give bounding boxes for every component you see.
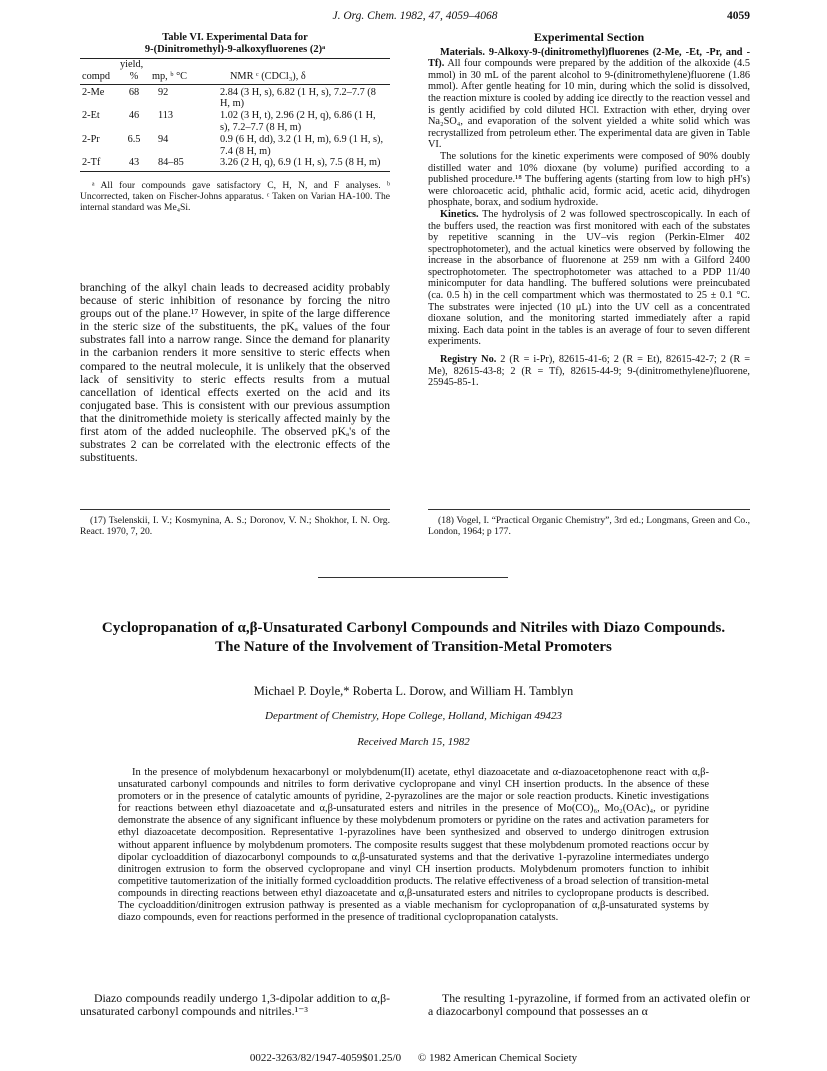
left-column-text: branching of the alkyl chain leads to decreased acidity probably because of steric inhibition of resonance by forcing the nitro groups out of the plane.¹⁷ However, in spite of the large difference in the steric size of the substituents, the pKₐ values of the four substrates fall into a narrow range. Since the demand for planarity in the carbanion renders it more sensitive to steric effects when compared to the neutral molecule, it is unlikely that the observed lack of sensitivity to steric effects results from a mutual cancellation of identical effects exerted on the acid and its conjugated base. This is consistent with our previous assumption that the dinitromethide moiety is sterically affected mainly by the first atom of the added nucleophile. The observed pKₐ's of the substrates 2 can be correlated with the electronic effects of the substituents. — [80, 281, 390, 465]
body-left-column: Diazo compounds readily undergo 1,3-dipolar addition to α,β-unsaturated carbonyl compounds and nitriles.¹⁻³ — [80, 991, 390, 1019]
article-code: 0022-3263/82/1947-4059$01.25/0 — [249, 1052, 402, 1064]
article-title: Cyclopropanation of α,β-Unsaturated Carbonyl Compounds and Nitriles with Diazo Compounds. The Nature of the Involvement of Transition-Metal Promoters — [101, 620, 726, 655]
registry-paragraph: Registry No. 2 (R = i-Pr), 82615-41-6; 2 (R = Et), 82615-42-7; 2 (R = Me), 82615-43-8; 2 (R = Tf), 82615-44-9; 9-(dinitromethylene)fluorene, 25945-85-1. — [428, 354, 751, 389]
header-compd: compd — [80, 71, 118, 84]
article-authors: Michael P. Doyle,* Roberta L. Dorow, and William H. Tamblyn — [253, 684, 574, 698]
page-number: 4059 — [727, 10, 750, 22]
section-heading: Experimental Section — [533, 30, 645, 44]
header-nmr: NMR ᶜ (CDCl₃), δ — [204, 71, 390, 84]
kinetics-paragraph: Kinetics. The hydrolysis of 2 was followed spectroscopically. In each of the buffers used, the reaction was first monitored with each of the substates by repetitive scanning in the UV–vis region (Perkin-Elmer 402 spectrophotometer), and the actual kinetics were observed by following the increase in the absorbance of fluorenone at 259 nm with a Gilford 2400 spectrophotometer. The spectrophotometer was attached to a PDP 11/40 minicomputer for data handling. The buffered solutions were preincubated (ca. 0.5 h) in the cell compartment which was thermostated to 25 ± 0.1 °C. The substrates were injected (10 μL) into the UV cell as a concentrated dioxane solution, and the monitoring started immediately after a rapid mixing. Each data point in the tables is an average of four to seven different experiments. — [428, 208, 751, 348]
solutions-paragraph: The solutions for the kinetic experiments were composed of 90% doubly distilled water and 10% dioxane (by volume) purified according to a published procedure.¹⁸ The buffering agents (starting from low to high pH's) were chloroacetic acid, phthalic acid, formic acid, acetic acid, dihydrogen phosphate, borax, and sodium hydroxide. — [428, 150, 750, 209]
abstract: In the presence of molybdenum hexacarbonyl or molybdenum(II) acetate, ethyl diazoacetate and α-diazoacetophenone react with α,β-unsaturated carbonyl compounds and nitriles to form derivative cyclopropane and vinyl CH insertion products. In the absence of these promoters or in the presence of catalytic amounts of pyridine, 2-pyrazolines are the major or sole reaction products. Kinetic investigations for reactions between ethyl diazoacetate and α,β-unsaturated esters and nitriles in the presence of Mo(CO)₆, Mo₂(OAc)₄, or pyridine demonstrate the absence of any significant influence by these molybdenum promoters or pyridine on the rates and activation parameters for ethyl diazoacetate decomposition. Representative 1-pyrazolines have been synthesized and observed to undergo dinitrogen extrusion without apparent influence by molybdenum promoters. The composite results suggest that these molybdenum promoted reactions occur by dipolar cycloaddition of diazocarbonyl compounds to α,β-unsaturated systems and that the derivative 1-pyrazoline intermediates undergo dinitrogen extrusion to form the observed cyclopropane and vinyl CH insertion products. Molybdenum promoters function to inhibit competitive tautomerization of the initially formed cycloaddition products. The relative effectiveness of a broad selection of transition-metal compounds in directing reactions between ethyl diazoacetate and α,β-unsaturated esters and nitriles to cyclopropane products is described. The cycloaddition/dinitrogen extrusion pathway is presented as a viable mechanism for cyclopropanation of α,β-unsaturated systems by diazo compounds, even for reactions performed in the presence of traditional cyclopropanation catalysts. — [118, 767, 709, 924]
table-footnote: ᵃ All four compounds gave satisfactory C, H, N, and F analyses. ᵇ Uncorrected, taken on Fischer-Johns apparatus. ᶜ Taken on Varian HA-100. The internal standard was Me₄Si. — [80, 180, 390, 214]
received-date: Received March 15, 1982 — [357, 736, 470, 748]
journal-citation: J. Org. Chem. 1982, 47, 4059–4068 — [332, 10, 498, 22]
table-body — [80, 58, 390, 172]
left-footnote-rule — [80, 509, 390, 510]
table-row: 2-Pr 6.5 94 0.9 (6 H, dd), 3.2 (1 H, m), 6.9 (1 H, s), 7.4 (8 H, m) — [82, 133, 384, 157]
table-row: 2-Me 68 92 2.84 (3 H, s), 6.82 (1 H, s), 7.2–7.7 (8 H, m) — [82, 86, 376, 110]
table-vi — [80, 32, 390, 213]
header-yield-top: yield, — [118, 59, 150, 71]
page-footer — [100, 1052, 727, 1064]
left-footnote: (17) Tselenskii, I. V.; Kosmynina, A. S.; Doronov, V. N.; Shokhor, I. N. Org. React. 1970, 7, 20. — [80, 515, 390, 537]
header-yield: % — [118, 71, 150, 84]
copyright: © 1982 American Chemical Society — [417, 1052, 578, 1064]
right-footnote: (18) Vogel, I. “Practical Organic Chemistry”, 3rd ed.; Longmans, Green and Co., London, 1964; p 177. — [428, 515, 750, 537]
table-title: Table VI. Experimental Data for 9-(Dinitromethyl)-9-alkoxyfluorenes (2)ᵃ — [144, 32, 326, 55]
materials-paragraph: Materials. 9-Alkoxy-9-(dinitromethyl)fluorenes (2-Me, -Et, -Pr, and -Tf). All four compounds were prepared by the addition of the alkoxide (4.5 mmol) in 30 mL of the parent alcohol to 9-(dinitromethylene)fluorene (1.86 mmol). After gentle heating for 10 min, during which the solid is dissolved, the reaction mixture is cooled by adding ice directly to the reaction vessel and is gently acidified by cold diluted HCl. Extraction with ether, drying over Na₂SO₄, and evaporation of the solvent yielded a white solid which was recrystallized from petroleum ether. The experimental data are given in Table VI. — [428, 46, 750, 151]
header-mp: mp, ᵇ °C — [150, 71, 204, 84]
experimental-section — [428, 32, 750, 389]
table-row: 2-Et 46 113 1.02 (3 H, t), 2.96 (2 H, q), 6.86 (1 H, s), 7.2–7.7 (8 H, m) — [82, 110, 376, 133]
table-row: 2-Tf 43 84–85 3.26 (2 H, q), 6.9 (1 H, s), 7.5 (8 H, m) — [80, 157, 390, 171]
body-right-column: The resulting 1-pyrazoline, if formed from an activated olefin or a diazocarbonyl compound that possesses an α — [428, 991, 750, 1019]
right-footnote-rule — [428, 509, 750, 510]
article-divider — [318, 577, 508, 578]
article-affiliation: Department of Chemistry, Hope College, Holland, Michigan 49423 — [265, 710, 562, 722]
